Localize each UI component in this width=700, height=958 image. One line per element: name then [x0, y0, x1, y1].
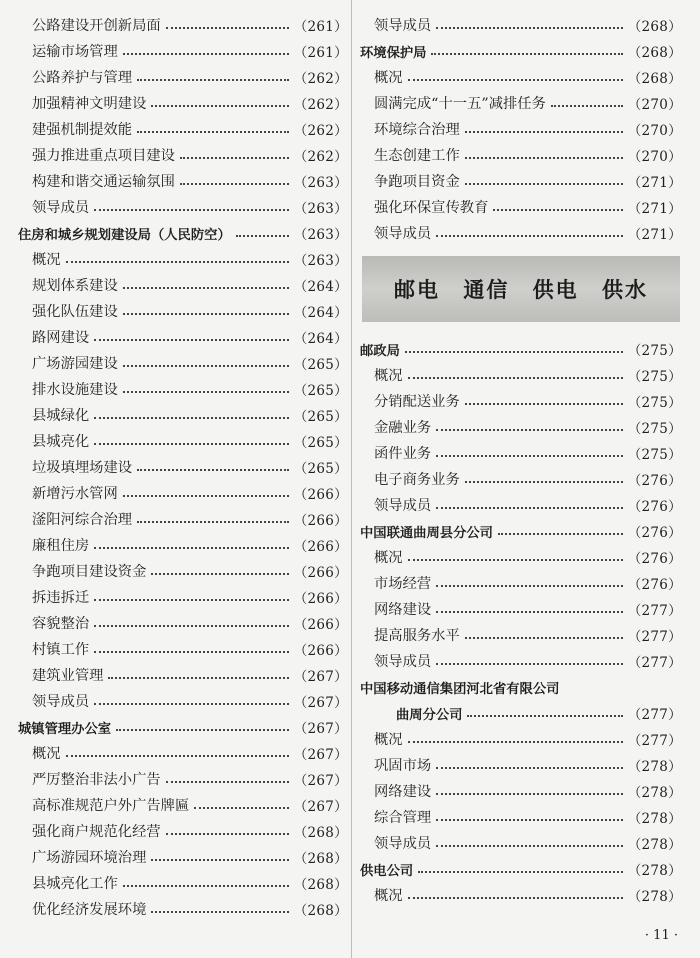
toc-entry-label: 供电公司: [360, 863, 414, 879]
toc-entry-page: （270）: [627, 149, 682, 165]
toc-entry[interactable]: [18, 480, 348, 506]
toc-entry[interactable]: [360, 466, 682, 492]
toc-entry[interactable]: [18, 376, 348, 402]
section-banner-title: 邮电 通信 供电 供水: [394, 277, 648, 302]
toc-entry-page: （275）: [627, 421, 682, 437]
toc-entry-label: 网络建设: [374, 784, 432, 800]
dot-leader: [436, 235, 623, 237]
toc-entry[interactable]: [18, 428, 348, 454]
toc-entry-label: 生态创建工作: [374, 148, 460, 164]
toc-entry[interactable]: [18, 90, 348, 116]
dot-leader: [137, 521, 289, 523]
dot-leader: [465, 183, 623, 185]
toc-entry-page: （267）: [293, 799, 348, 815]
dot-leader: [418, 871, 623, 873]
toc-entry[interactable]: [18, 662, 348, 688]
toc-entry[interactable]: [360, 830, 682, 856]
dot-leader: [166, 781, 289, 783]
dot-leader: [408, 559, 623, 561]
toc-entry-label: 领导成员: [374, 654, 432, 670]
toc-entry[interactable]: [360, 142, 682, 168]
toc-entry[interactable]: [18, 740, 348, 766]
dot-leader: [436, 767, 623, 769]
dot-leader: [151, 573, 288, 575]
dot-leader: [436, 793, 623, 795]
column-divider: [351, 0, 352, 958]
dot-leader: [123, 53, 289, 55]
toc-entry[interactable]: [360, 440, 682, 466]
toc-entry[interactable]: [360, 388, 682, 414]
toc-entry-label: 概况: [32, 252, 61, 268]
toc-entry-page: （263）: [293, 253, 348, 269]
dot-leader: [94, 547, 289, 549]
toc-entry-label: 排水设施建设: [32, 382, 118, 398]
toc-entry[interactable]: [360, 116, 682, 142]
dot-leader: [66, 755, 289, 757]
toc-entry-label: 路网建设: [32, 330, 90, 346]
dot-leader: [123, 885, 289, 887]
toc-entry-label: 中国移动通信集团河北省有限公司: [360, 681, 560, 697]
toc-entry[interactable]: [360, 596, 682, 622]
toc-entry-label: 金融业务: [374, 420, 432, 436]
dot-leader: [465, 403, 623, 405]
toc-entry-label: 建筑业管理: [32, 668, 104, 684]
toc-entry-label: 概况: [374, 368, 403, 384]
toc-entry-page: （266）: [293, 487, 348, 503]
toc-entry-page: （276）: [627, 551, 682, 567]
toc-entry-label: 分销配送业务: [374, 394, 460, 410]
toc-entry-page: （264）: [293, 279, 348, 295]
toc-entry-label: 邮政局: [360, 343, 400, 359]
toc-entry[interactable]: [18, 454, 348, 480]
toc-entry[interactable]: [360, 414, 682, 440]
toc-entry-label: 新增污水管网: [32, 486, 118, 502]
toc-entry[interactable]: [18, 194, 348, 220]
toc-entry-page: （277）: [627, 603, 682, 619]
toc-entry-page: （266）: [293, 643, 348, 659]
section-banner: [362, 256, 680, 322]
dot-leader: [123, 365, 289, 367]
toc-entry[interactable]: [18, 688, 348, 714]
dot-leader: [498, 533, 623, 535]
toc-entry-label: 建强机制提效能: [32, 122, 133, 138]
dot-leader: [408, 741, 623, 743]
toc-entry-label: 容貌整治: [32, 616, 90, 632]
toc-entry-page: （268）: [627, 45, 682, 61]
toc-entry-page: （261）: [293, 45, 348, 61]
toc-entry[interactable]: [18, 142, 348, 168]
toc-entry[interactable]: [18, 532, 348, 558]
toc-entry-page: （265）: [293, 357, 348, 373]
toc-entry-page: （268）: [293, 877, 348, 893]
toc-entry-label: 严厉整治非法小广告: [32, 772, 161, 788]
toc-entry-page: （275）: [627, 447, 682, 463]
dot-leader: [194, 807, 288, 809]
toc-entry-label: 圆满完成“十一五”减排任务: [374, 96, 546, 112]
toc-section-heading[interactable]: [18, 220, 348, 246]
toc-entry-label: 领导成员: [374, 498, 432, 514]
dot-leader: [436, 455, 623, 457]
toc-entry[interactable]: [18, 506, 348, 532]
toc-entry[interactable]: [360, 544, 682, 570]
toc-entry-page: （268）: [293, 903, 348, 919]
toc-entry-label: 综合管理: [374, 810, 432, 826]
toc-entry[interactable]: [360, 804, 682, 830]
toc-entry-page: （268）: [627, 19, 682, 35]
toc-entry-label: 网络建设: [374, 602, 432, 618]
toc-entry[interactable]: [18, 116, 348, 142]
toc-entry-page: （276）: [627, 473, 682, 489]
toc-right-bottom: [360, 336, 682, 908]
toc-entry-page: （276）: [627, 525, 682, 541]
toc-entry-page: （264）: [293, 331, 348, 347]
dot-leader: [408, 377, 623, 379]
toc-entry-page: （278）: [627, 863, 682, 879]
toc-entry-label: 中国联通曲周县分公司: [360, 525, 493, 541]
dot-leader: [123, 287, 289, 289]
toc-entry[interactable]: [18, 402, 348, 428]
toc-entry-page: （266）: [293, 513, 348, 529]
toc-entry-label: 概况: [374, 550, 403, 566]
dot-leader: [465, 637, 623, 639]
toc-entry-page: （275）: [627, 343, 682, 359]
toc-entry-label: 强化队伍建设: [32, 304, 118, 320]
toc-entry[interactable]: [360, 752, 682, 778]
toc-section-heading[interactable]: [360, 38, 682, 64]
toc-entry-page: （262）: [293, 97, 348, 113]
toc-entry-label: 强化商户规范化经营: [32, 824, 161, 840]
toc-entry-page: （275）: [627, 395, 682, 411]
toc-section-heading[interactable]: [360, 336, 682, 362]
toc-entry-page: （278）: [627, 889, 682, 905]
dot-leader: [408, 79, 623, 81]
toc-entry-label: 垃圾填埋场建设: [32, 460, 133, 476]
dot-leader: [551, 105, 623, 107]
toc-entry-page: （263）: [293, 175, 348, 191]
toc-entry-page: （262）: [293, 71, 348, 87]
toc-entry-label: 公路建设开创新局面: [32, 18, 161, 34]
toc-entry[interactable]: [360, 90, 682, 116]
dot-leader: [66, 261, 289, 263]
toc-entry-label: 廉租住房: [32, 538, 90, 554]
toc-entry[interactable]: [18, 38, 348, 64]
toc-entry-page: （263）: [293, 201, 348, 217]
toc-entry-page: （276）: [627, 499, 682, 515]
toc-entry-label: 概况: [374, 732, 403, 748]
toc-entry-page: （270）: [627, 123, 682, 139]
dot-leader: [467, 715, 622, 717]
toc-entry[interactable]: [18, 844, 348, 870]
toc-entry-page: （262）: [293, 123, 348, 139]
dot-leader: [94, 599, 289, 601]
toc-entry-page: （263）: [293, 227, 348, 243]
dot-leader: [108, 677, 288, 679]
dot-leader: [436, 611, 623, 613]
dot-leader: [94, 651, 289, 653]
dot-leader: [436, 663, 623, 665]
toc-entry[interactable]: [18, 12, 348, 38]
toc-entry-page: （265）: [293, 383, 348, 399]
toc-entry-label: 高标准规范户外广告牌匾: [32, 798, 190, 814]
dot-leader: [166, 833, 289, 835]
dot-leader: [405, 351, 623, 353]
toc-entry[interactable]: [18, 610, 348, 636]
toc-entry-label: 村镇工作: [32, 642, 90, 658]
toc-entry-label: 市场经营: [374, 576, 432, 592]
toc-entry[interactable]: [360, 570, 682, 596]
dot-leader: [94, 443, 289, 445]
dot-leader: [94, 209, 289, 211]
toc-entry[interactable]: [18, 246, 348, 272]
toc-entry-label: 运输市场管理: [32, 44, 118, 60]
dot-leader: [94, 339, 289, 341]
toc-entry[interactable]: [18, 584, 348, 610]
toc-entry-page: （261）: [293, 19, 348, 35]
toc-entry[interactable]: [360, 622, 682, 648]
toc-entry-label: 规划体系建设: [32, 278, 118, 294]
toc-entry[interactable]: [360, 362, 682, 388]
toc-entry[interactable]: [18, 896, 348, 922]
toc-entry-label: 概况: [374, 888, 403, 904]
toc-entry-label: 领导成员: [374, 18, 432, 34]
toc-entry-label: 城镇管理办公室: [18, 721, 112, 737]
dot-leader: [180, 183, 289, 185]
toc-entry-page: （267）: [293, 721, 348, 737]
toc-entry-page: （268）: [293, 825, 348, 841]
dot-leader: [436, 819, 623, 821]
toc-entry-page: （267）: [293, 747, 348, 763]
toc-entry[interactable]: [360, 726, 682, 752]
toc-entry-page: （265）: [293, 409, 348, 425]
dot-leader: [436, 429, 623, 431]
toc-section-heading[interactable]: [360, 674, 682, 700]
toc-entry-page: （278）: [627, 785, 682, 801]
dot-leader: [94, 703, 289, 705]
toc-entry-page: （277）: [627, 655, 682, 671]
toc-entry-label: 广场游园建设: [32, 356, 118, 372]
dot-leader: [465, 481, 623, 483]
toc-entry-page: （265）: [293, 435, 348, 451]
toc-entry-page: （277）: [627, 629, 682, 645]
toc-entry-label: 住房和城乡规划建设局（人民防空）: [18, 227, 231, 243]
toc-entry-label: 争跑项目资金: [374, 174, 460, 190]
toc-entry-page: （262）: [293, 149, 348, 165]
toc-entry[interactable]: [18, 636, 348, 662]
toc-entry-label: 加强精神文明建设: [32, 96, 147, 112]
dot-leader: [436, 845, 623, 847]
toc-entry[interactable]: [18, 870, 348, 896]
dot-leader: [116, 729, 289, 731]
toc-entry[interactable]: [360, 882, 682, 908]
toc-entry[interactable]: [360, 220, 682, 246]
toc-entry-label: 概况: [32, 746, 61, 762]
dot-leader: [465, 157, 623, 159]
page-number: · 11 ·: [644, 928, 678, 943]
toc-entry-page: （268）: [627, 71, 682, 87]
toc-entry-page: （270）: [627, 97, 682, 113]
toc-entry[interactable]: [360, 64, 682, 90]
toc-entry[interactable]: [360, 778, 682, 804]
toc-entry-page: （266）: [293, 565, 348, 581]
toc-entry[interactable]: [18, 766, 348, 792]
toc-entry-label: 电子商务业务: [374, 472, 460, 488]
toc-entry-label: 环境综合治理: [374, 122, 460, 138]
toc-entry[interactable]: [360, 12, 682, 38]
toc-entry-page: （277）: [627, 707, 682, 723]
toc-entry-page: （271）: [627, 227, 682, 243]
toc-entry-page: （265）: [293, 461, 348, 477]
toc-entry-page: （278）: [627, 759, 682, 775]
toc-section-heading[interactable]: [360, 856, 682, 882]
toc-entry-label: 拆违拆迁: [32, 590, 90, 606]
toc-entry-label: 函件业务: [374, 446, 432, 462]
dot-leader: [408, 897, 623, 899]
dot-leader: [137, 131, 289, 133]
dot-leader: [151, 859, 288, 861]
toc-entry-label: 强化环保宣传教育: [374, 200, 489, 216]
dot-leader: [123, 391, 289, 393]
toc-entry-label: 强力推进重点项目建设: [32, 148, 175, 164]
toc-entry-page: （268）: [293, 851, 348, 867]
toc-entry-label: 领导成员: [32, 200, 90, 216]
toc-entry-label: 争跑项目建设资金: [32, 564, 147, 580]
dot-leader: [236, 235, 289, 237]
dot-leader: [137, 469, 289, 471]
toc-entry-label: 领导成员: [374, 836, 432, 852]
toc-entry-label: 构建和谐交通运输氛围: [32, 174, 175, 190]
toc-entry-label: 概况: [374, 70, 403, 86]
toc-entry-label: 公路养护与管理: [32, 70, 133, 86]
toc-entry[interactable]: [18, 64, 348, 90]
dot-leader: [151, 105, 288, 107]
toc-entry[interactable]: [18, 298, 348, 324]
toc-entry-page: （278）: [627, 811, 682, 827]
toc-entry-label: 县城亮化工作: [32, 876, 118, 892]
toc-entry-page: （264）: [293, 305, 348, 321]
dot-leader: [493, 209, 622, 211]
dot-leader: [465, 131, 623, 133]
toc-entry-page: （267）: [293, 669, 348, 685]
toc-entry-label: 环境保护局: [360, 45, 427, 61]
toc-right-top: [360, 12, 682, 246]
toc-entry-label: 优化经济发展环境: [32, 902, 147, 918]
dot-leader: [123, 495, 289, 497]
dot-leader: [431, 53, 622, 55]
toc-entry-page: （267）: [293, 773, 348, 789]
toc-section-heading[interactable]: [360, 700, 682, 726]
toc-entry-label: 曲周分公司: [396, 707, 463, 723]
dot-leader: [137, 79, 289, 81]
dot-leader: [166, 27, 289, 29]
toc-entry-page: （277）: [627, 733, 682, 749]
toc-entry-label: 巩固市场: [374, 758, 432, 774]
toc-entry[interactable]: [18, 272, 348, 298]
toc-section-heading[interactable]: [360, 518, 682, 544]
toc-entry-page: （271）: [627, 175, 682, 191]
dot-leader: [436, 585, 623, 587]
toc-entry-label: 滏阳河综合治理: [32, 512, 133, 528]
toc-entry-label: 广场游园环境治理: [32, 850, 147, 866]
dot-leader: [180, 157, 289, 159]
toc-left-column: [18, 12, 348, 922]
toc-entry[interactable]: [18, 324, 348, 350]
toc-entry[interactable]: [18, 792, 348, 818]
toc-entry-label: 领导成员: [374, 226, 432, 242]
toc-entry[interactable]: [18, 350, 348, 376]
toc-entry-page: （278）: [627, 837, 682, 853]
dot-leader: [123, 313, 289, 315]
toc-entry-page: （271）: [627, 201, 682, 217]
toc-entry[interactable]: [360, 168, 682, 194]
toc-entry-page: （266）: [293, 591, 348, 607]
toc-entry[interactable]: [18, 818, 348, 844]
toc-entry[interactable]: [18, 168, 348, 194]
toc-entry-page: （266）: [293, 539, 348, 555]
toc-entry-label: 县城亮化: [32, 434, 90, 450]
toc-entry[interactable]: [360, 648, 682, 674]
toc-entry-label: 领导成员: [32, 694, 90, 710]
dot-leader: [436, 507, 623, 509]
dot-leader: [94, 417, 289, 419]
toc-section-heading[interactable]: [18, 714, 348, 740]
toc-right-column: [360, 12, 682, 908]
dot-leader: [94, 625, 289, 627]
dot-leader: [151, 911, 288, 913]
toc-entry-page: （266）: [293, 617, 348, 633]
toc-entry[interactable]: [18, 558, 348, 584]
toc-entry[interactable]: [360, 194, 682, 220]
toc-entry-page: （275）: [627, 369, 682, 385]
toc-entry-label: 提高服务水平: [374, 628, 460, 644]
dot-leader: [436, 27, 623, 29]
toc-entry[interactable]: [360, 492, 682, 518]
toc-entry-page: （276）: [627, 577, 682, 593]
toc-entry-page: （267）: [293, 695, 348, 711]
toc-entry-label: 县城绿化: [32, 408, 90, 424]
